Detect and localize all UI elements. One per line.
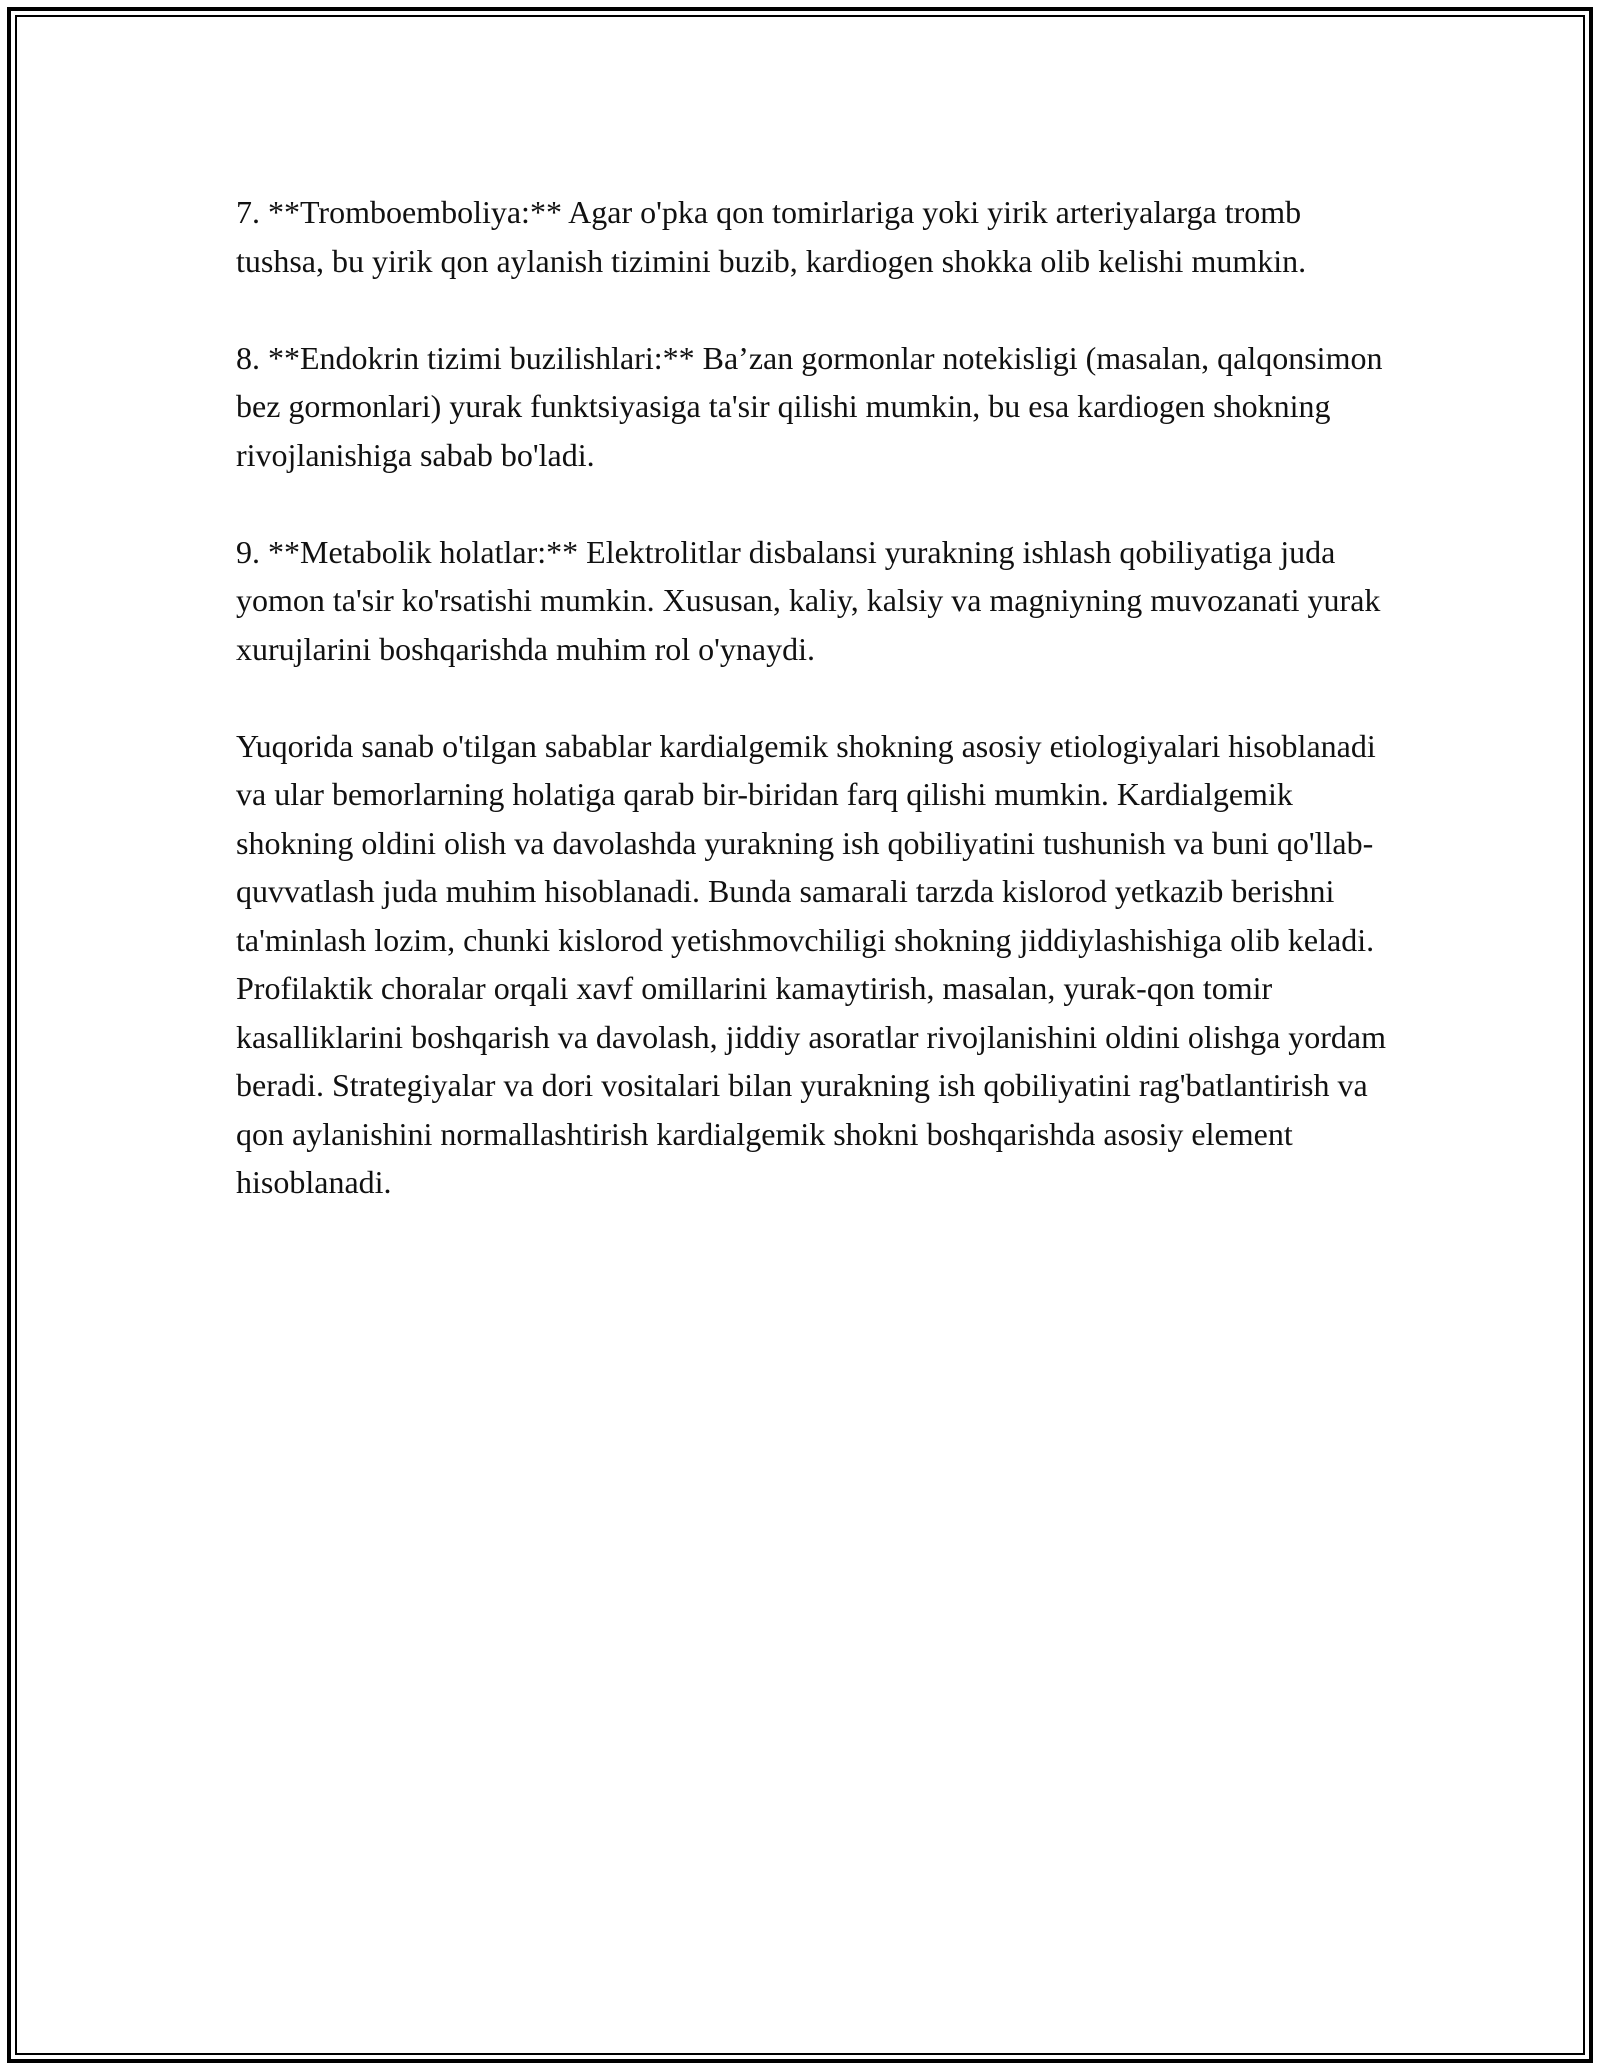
paragraph-endokrin: 8. **Endokrin tizimi buzilishlari:** Ba’zan gormonlar notekisligi (masalan, qalqonsimon bez gormonlari) yurak funktsiyasiga ta'sir qilishi mumkin, bu esa kardiogen shokning rivojlanishiga sabab bo'ladi.: [236, 339, 1383, 473]
paragraph-summary: Yuqorida sanab o'tilgan sabablar kardialgemik shokning asosiy etiologiyalari hisoblanadi va ular bemorlarning holatiga qarab bir-biridan farq qilishi mumkin. Kardialgemik shokning oldini olish va davolashda yurakning ish qobiliyatini tushunish va buni qo'llab-quvvatlash juda muhim hisoblanadi. Bunda samarali tarzda kislorod yetkazib berishni ta'minlash lozim, chunki kislorod yetishmovchiligi shokning jiddiylashishiga olib keladi. Profilaktik choralar orqali xavf omillarini kamaytirish, masalan, yurak-qon tomir kasalliklarini boshqarish va davolash, jiddiy asoratlar rivojlanishini oldini olishga yordam beradi. Strategiyalar va dori vositalari bilan yurakning ish qobiliyatini rag'batlantirish va qon aylanishini normallashtirish kardialgemik shokni boshqarishda asosiy element hisoblanadi.: [236, 727, 1387, 1200]
paragraph-tromboemboliya: 7. **Tromboemboliya:** Agar o'pka qon tomirlariga yoki yirik arteriyalarga tromb tushsa, bu yirik qon aylanish tizimini buzib, kardiogen shokka olib kelishi mumkin.: [236, 194, 1307, 279]
paragraph-metabolik: 9. **Metabolik holatlar:** Elektrolitlar disbalansi yurakning ishlash qobiliyatiga juda yomon ta'sir ko'rsatishi mumkin. Xususan, kaliy, kalsiy va magniyning muvozanati yurak xurujlarini boshqarishda muhim rol o'ynaydi.: [236, 533, 1381, 667]
page-body: [236, 188, 1386, 1255]
